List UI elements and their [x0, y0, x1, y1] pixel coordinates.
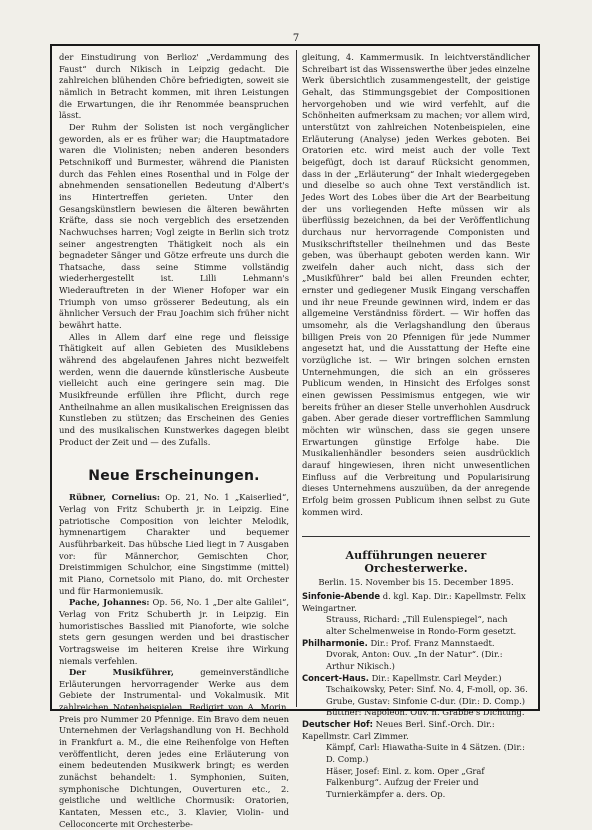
review-author: Pache, Johannes: [69, 597, 150, 608]
section-title-orchesterwerke: Aufführungen neuerer Orchesterwerke. [345, 549, 487, 576]
paragraph: gleitung, 4. Kammermusik. In leichtverständlicher Schreibart ist das Wissenswerthe über jedes einzelne Werk übersichtlich zusammengestellt, der geistige Gehalt, das Stimmungsgebiet der Compositionen hervorgehoben und wie wird verfehlt, auf die Schönheiten aufmerksam zu machen; vor allem wird, unterstützt von zahlreichen Notenbeispielen, eine Erläuterung (Analyse) jeden Werkes geboten. Bei Oratorien etc. wird meist auch der volle Text beigefügt, doch ist darauf Rücksicht genommen, dass in der „Erläuterung“ der Inhalt wiedergegeben und dieselbe so auch ohne Text verständlich ist. Jedes Wort des Lobes über die Art der Bearbeitung der uns vorliegenden Hefte müssen wir als überflüssig bezeichnen, da bei der Veröffentlichung durchaus nur hervorragende Componisten und Musikschriftsteller theilnehmen und das Beste geben, was überhaupt geboten werden kann. Wir zweifeln daher auch nicht, dass sich der „Musikführer“ bald bei allen Freunden echter, ernster und gediegener Musik Eingang verschaffen und ihr neue Freunde gewinnen wird, indem er das allgemeine Verständniss fördert. — Wir hoffen das umsomehr, als die Verlagshandlung den überaus billigen Preis von 20 Pfennigen für jede Nummer angesetzt hat, und die Ausstattung der Hefte eine vorzügliche ist. — Wir bringen solchen ernsten Unternehmungen, die sich an ein grösseres Publicum wenden, in Hinsicht des Erfolges sonst einen gewissen Pessimismus entgegen, wie wir bereits früher an dieser Stelle unverhohlen Ausdruck gaben. Aber gerade dieser vortrefflichen Sammlung möchten wir wünschen, dass sie gegen unsere Erwartungen günstige Erfolge habe. Die Musikalienhändler besonders seien ausdrücklich darauf hingewiesen, ihren nicht unwesentlichen Einfluss auf die Verbreitung und Popularisirung dieses Unternehmens auszuüben, da der anregende Erfolg beim grossen Publicum ihnen selbst zu Gute kommen wird. [302, 52, 530, 517]
paragraph: Der Ruhm der Solisten ist noch vergänglicher geworden, als er es früher war; die Hauptmatadore waren die Violinisten; neben anderen besonders Petschnikoff und Burmester, während die Pianisten durch das Fehlen eines Rosenthal und in Folge der abnehmenden sensationellen Bedeutung d'Albert's ins Hintertreffen gerieten. Unter den Gesangskünstlern bewiesen die älteren bewährten Kräfte, dass sie noch vergeblich des ersetzenden Nachwuchses harren; Vogl zeigte in Berlin sich trotz seiner angestrengten Thätigkeit noch als ein begnadeter Sänger und Götze erfreute uns durch die Thatsache, dass seine Stimme vollständig wiederhergestellt ist. Lilli Lehmann's Wiederauftreten in der Wiener Hofoper war ein Triumph von umso grösserer Bedeutung, als ein ähnlicher Versuch der Frau Joachim sich früher nicht bewährt hatte. [59, 121, 289, 331]
concert-entry [302, 673, 530, 720]
section-title-neue-erscheinungen: Neue Erscheinungen. [88, 468, 260, 485]
date-range: Berlin. 15. November bis 15. December 1895. [318, 577, 514, 588]
concert-venue: Sinfonie-Abende [302, 590, 381, 601]
right-column [302, 52, 530, 801]
concert-venue: Deutscher Hof: [302, 719, 373, 730]
concert-line: Büttner: Napoleon. Ouv. n. Grabbe's Dichtung. [326, 707, 525, 718]
concert-line: Dir.: Kapellmstr. Carl Meyder.) [371, 672, 502, 683]
concert-venue: Philharmonie. [302, 637, 368, 648]
concert-line: d. kgl. Kap. Dir.: Kapellmstr. Felix Weingartner. [302, 590, 526, 613]
concert-entry [302, 591, 530, 638]
section-divider [302, 536, 530, 537]
paragraph: der Einstudirung von Berlioz' „Verdammung des Faust“ durch Nikisch in Leipzig gedacht. Die zahlreichen blühenden Chöre befriedigten, soweit sie nämlich in Betracht kommen, mit ihren Leistungen die Erwartungen, die ihr Renommée beanspruchen lässt. [59, 52, 289, 121]
concert-line: Dir.: Prof. Franz Mannstaedt. [370, 637, 495, 648]
concert-line: Häser, Josef: Einl. z. kom. Oper „Graf Falkenburg“. Aufzug der Freier und Turnierkämpfer a. ders. Op. [326, 765, 485, 800]
column-divider [296, 50, 297, 707]
concert-line: Kämpf, Carl: Hiawatha-Suite in 4 Sätzen. (Dir.: D. Comp.) [326, 742, 525, 765]
concert-line: Grube, Gustav: Sinfonie C-dur. (Dir.: D. Comp.) [326, 695, 526, 706]
review-title: Der Musikführer, [69, 667, 174, 678]
concert-entry [302, 638, 530, 673]
left-column [59, 52, 289, 830]
review-text: Op. 56, No. 1 „Der alte Galilei“, Verlag von Fritz Schuberth jr. in Leipzig. Ein humoristisches Basslied mit Pianoforte, wie solche stets gern gesungen werden und bei drastischer Vortragsweise im heiteren Kreise ihre Wirkung niemals verfehlen. [59, 597, 289, 666]
concert-venue: Concert-Haus. [302, 672, 369, 683]
concert-line: Dvorak, Anton: Ouv. „In der Natur“. (Dir.: Arthur Nikisch.) [326, 649, 503, 671]
concert-entry [302, 719, 530, 801]
review-text: gemeinverständliche Erläuterungen hervorragender Werke aus dem Gebiete der Instrumental- und Vokalmusik. Mit zahlreichen Notenbeispielen. Redigirt von A. Morin. Preis pro Nummer 20 Pfennige. Ein Bravo dem neuen Unternehmen der Verlagshandlung von H. Bechhold in Frankfurt a. M., die eine Reihenfolge von Heften veröffentlicht, deren jedes eine Erläuterung von einem bedeutenden Musikwerk bringt; es werden zunächst behandelt: 1. Symphonien, Suiten, symphonische Dichtungen, Ouverturen etc., 2. geistliche und weltliche Chormusik: Oratorien, Kantaten, Messen etc., 3. Klavier, Violin- und Celloconcerte mit Orchesterbe- [59, 667, 290, 829]
review-entry [59, 597, 289, 667]
page-number: 7 [292, 33, 300, 44]
concert-line: Tschaikowsky, Peter: Sinf. No. 4, F-moll, op. 36. [326, 684, 528, 695]
page-frame [50, 44, 540, 829]
concert-line: Neues Berl. Sinf.-Orch. Dir.: Kapellmstr. Carl Zimmer. [302, 719, 495, 741]
review-author: Rübner, Cornelius: [69, 492, 160, 503]
review-entry [59, 667, 289, 830]
review-text: Op. 21, No. 1 „Kaiserlied“, Verlag von Fritz Schuberth jr. in Leipzig. Eine patriotische Composition von leichter Melodik, hymnenartigem Charakter und bequemer Ausführbarkeit. Das hübsche Lied liegt in 7 Ausgaben vor: für Männerchor, Gemischten Chor, Dreistimmigen Schulchor, eine Singstimme (mittel) mit Piano, Cornetsolo mit Piano, do. mit Orchester und für Harmoniemusik. [59, 492, 289, 596]
review-entry [59, 492, 289, 597]
paragraph: Alles in Allem darf eine rege und fleissige Thätigkeit auf allen Gebieten des Musiklebens während des abgelaufenen Jahres nicht bezweifelt werden, wenn die dauernde künstlerische Ausbeute vielleicht auch eine geringere sein mag. Die Musikfreunde erfüllen ihre Pflicht, durch rege Antheilnahme an allen musikalischen Ereignissen das Kunstleben zu stützen; das Erscheinen des Genies und des musikalischen Kunstwerkes dagegen bleibt Product der Zeit und — des Zufalls. [59, 331, 289, 447]
concert-line: Strauss, Richard: „Till Eulenspiegel“, nach alter Schelmenweise in Rondo-Form gesetzt. [326, 614, 517, 636]
